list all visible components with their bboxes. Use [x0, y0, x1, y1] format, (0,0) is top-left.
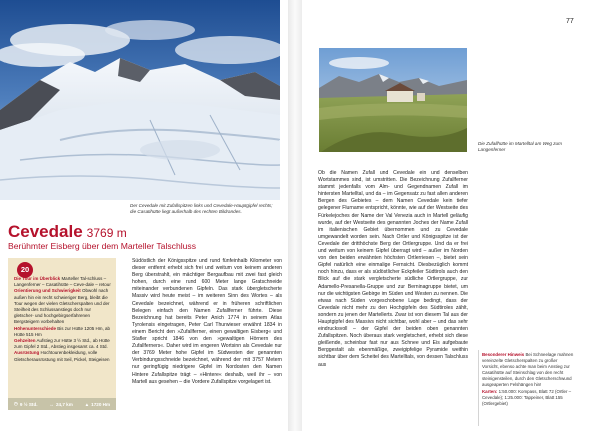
zufallhuette-photo [319, 48, 467, 152]
clock-icon: ◷ [13, 401, 18, 406]
page-number: 77 [566, 18, 574, 25]
side-note-maps-label: Karten: [482, 388, 498, 394]
side-note-maps-text: 1:50.000: Kompass, Blatt 72 (Ortler – Cevedale); 1:25.000: Tappeiner, Blatt 155 (Ortlergebiet) [482, 388, 572, 406]
info-label-times: Gehzeiten [14, 338, 36, 344]
side-note-body: Bei Schneelage mahnen vereinzelte Gletscherspalten zu großer Vorsicht, ebenso achte man beim Anstieg zur Casatihütte auf Steinschlag von den recht steinigensteilen, durch den Gletscherschwund ausgeaperten Felshängen hin! [482, 352, 574, 388]
cevedale-glacier-photo [0, 0, 280, 200]
elevation-icon: ▲ [84, 401, 90, 407]
tour-title [8, 222, 283, 242]
stat-time [14, 401, 38, 407]
stat-distance [49, 402, 72, 407]
info-text-difficulty: Obwohl nach außen hin ein recht schwieriger Berg, bleibt die Tour wegen der vielen Gletscherspalten und der Steilheit des Schlussanstiegs doch nur gletscher- und hochgebirgserfahrenen Bergsteigern vorbehalten [14, 288, 110, 325]
body-column-right: Ob die Namen Zufall und Cevedale ein und denselben Wortstammes sind, ist umstritten. Die Bezeichnung Zufallferner stammt jedenfalls vom Alm- und Gegendnamen Zufall im hintersten Martelltal, und da – im Gegensatz zu fast allen anderen Bergen des Gebietes – dem Namen Cevedale kein tiefer gelegener Flurname entspricht, könnte, wie auf der Westseite des Fürkelejoches der Name der Val Venezia auch in Martell geläufig wurde, auf der Westseite des genannten Joches der Name Zufall im italienischen Gebiet übernommen und zu Cevedale umgewandelt worden sein. Nach Ortler und Königsspitze ist der Cevedale der dritthöchste Berg der Ortlergruppe. Und da er frei und weitum von keinem Gipfel überragt wird – außer im Norden von den beiden erwähnten höchsten Ortlerriesen –, bietet sein Gipfel natürlich eine einmalige Fernsicht. Diesbezüglich kommt noch hinzu, dass er als südöstlicher Eckpfeiler Südtirols auch den Blick auf die stark vergletscherte südliche Ortlergruppe, zur Adamello-Presanella-Gruppe und zur Berninagruppe bietet, um nur die wichtigsten Gebirge im Süden und Westen zu nennen. Die etwas nach Süden vorgeschobene Lage bedingt, dass der Cevedale nicht mehr zu den Hochgipfeln des Südtiroles zählt, sondern zu jenen der Martellerts. Zwar ist von diesem Tal aus der Hauptgipfel des Massivs nicht sichtbar, wohl aber – und das sehr eindrucksvoll – der Gipfel der beiden oben genannten Zufallspitzen. Noch überaus stark vergletschert, erhebt sich diese gleißende, scheinbar fast nur aus Schnee und Eis aufgebaute Berggestalt als ebenmäßige, zweigipfelige Pyramide weithin sichtbar über dem Scheitel des Martelltals, von dessen Talschluss aus [318, 170, 468, 368]
stat-elevation-value: 1720 Hm [91, 401, 111, 407]
right-photo-caption: Die Zufallhütte im Martelltal am Weg zum Langenferner [478, 141, 562, 152]
summit-height: 3769 m [86, 226, 127, 240]
stat-distance-value: 24,7 km [55, 401, 73, 407]
stat-time-value: 9 ½ Std. [19, 401, 38, 407]
info-text-equipment: Hochtourenbekleidung, volle Gletscherausrüstung mit Seil, Pickel, Steigeisen [14, 350, 110, 362]
tour-subtitle: Berühmter Eisberg über dem Marteller Talschluss [8, 241, 197, 251]
stat-elevation [85, 402, 110, 407]
info-label-elevation: Höhenunterschiede [14, 325, 57, 331]
side-note-label: Besonderer Hinweis [482, 352, 525, 357]
book-gutter [288, 0, 302, 431]
info-label-difficulty: Orientierung und Schwierigkeit [14, 288, 81, 294]
body-column-left: Südöstlich der Königsspitze und rund fünfeinhalb Kilometer von dieser entfernt erhebt sich frei und weitum von keinem anderen Berg überstrahlt, ein mächtiger Bergaufbau mit zwei fast gleich hohen, durch eine rund 600 Meter lange Gratschneide miteinander verbundenen Gipfeln. Das stark übergletscherte Massiv wird heute meist – im weiteren Sinn des Wortes – als Cevedale bezeichnet, während er in früheren schriftlichen Belegen einfach den Namen Zufallferner führte. Diese Bezeichnung hat bereits Peter Anich 1774 in seinem Atlas Tyrolensis eingetragen, Peter Carl Thurwieser erwähnt 1834 in einem Bericht den »Zufallferner, einen gewaltigen Eisberg« und Stafler spricht 1846 von den »gewaltigen Hörnern des Zufallferners«. Daher wird im engeren Wortsinn als Cevedale nur der 3769 Meter hohe Gipfel im Südwesten der genannten Verbindungsschneide bezeichnet, während der mit 3757 Metern nur geringfügig niedrigere Gipfel im Nordosten den Namen Hintere Zufallspitze trägt – »Hintere« deshalb, weil ihr – von Martell aus gesehen – die Vordere Zufallspitze vorgelagert ist. [132, 258, 282, 385]
info-label-overview: Die Tour im Überblick [14, 276, 61, 281]
distance-icon: ↔ [49, 401, 54, 407]
side-note-text [482, 352, 574, 407]
info-text-overview: Marteller Tal-schluss – Langenferner – Casatihütte – Ceve-dale – retour [14, 276, 111, 288]
tour-info-text [14, 276, 112, 363]
info-label-equipment: Ausrüstung [14, 350, 40, 356]
info-text-elevation: Bis zur Hütte 1205 Hm, ab Hütte 515 Hm [14, 325, 111, 337]
tour-number-badge: 20 [17, 262, 33, 278]
tour-stats-bar [8, 398, 116, 410]
info-text-times: Aufstieg zur Hütte 3 ½ Std., ab Hütte zum Gipfel 2 Std., Abstieg insgesamt ca. 4 Std. [14, 338, 110, 350]
left-photo-caption: Der Cevedale mit Zufallspitzen links und Cevedale-Hauptgipfel rechts; die Casatihütte liegt außerhalb des rechten Bildrandes. [130, 203, 273, 214]
summit-name: Cevedale [8, 222, 83, 241]
